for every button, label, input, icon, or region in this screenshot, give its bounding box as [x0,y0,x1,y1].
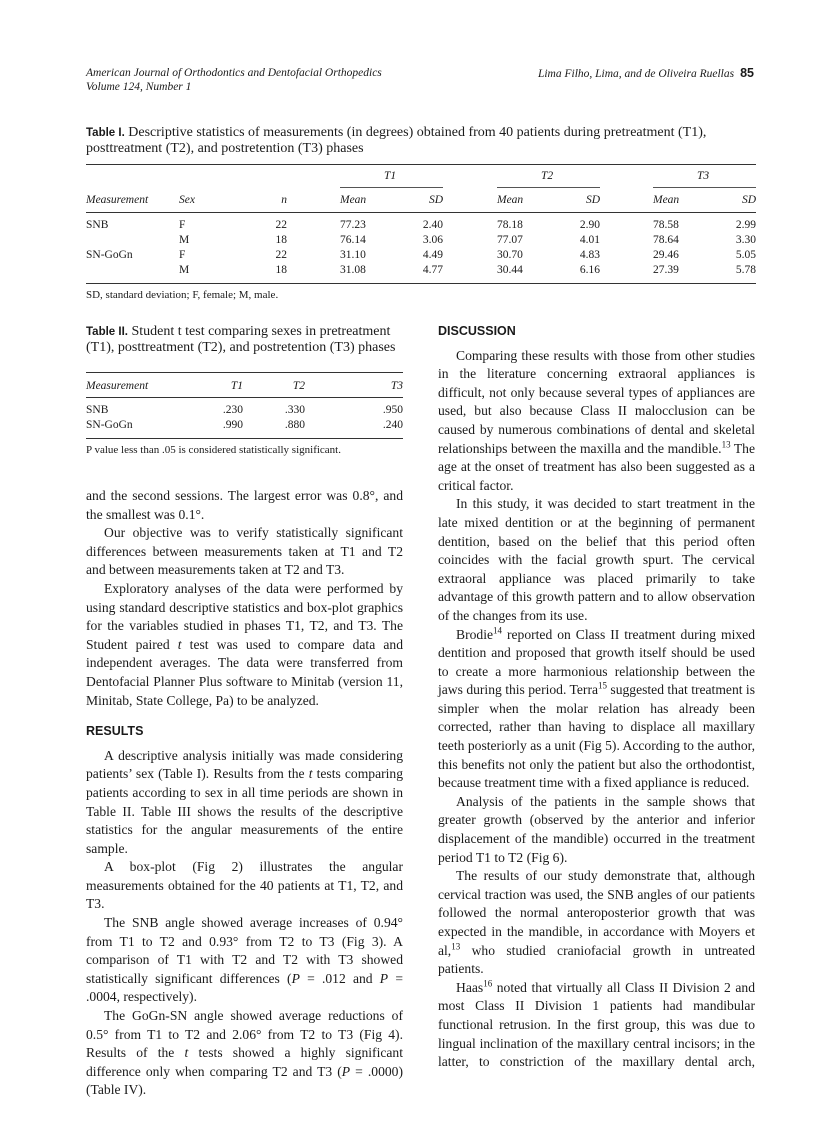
table1-cell-sex: F [179,249,186,261]
table1-cell-t3-sd: 2.99 [735,219,756,231]
table1-group-rule [497,187,600,188]
table1-group-t2: T2 [541,170,554,182]
italic-symbol: P [341,1063,351,1079]
table1-group-t3: T3 [697,170,710,182]
paragraph-text: Brodie [456,626,493,642]
paragraph-text: tests showed a highly significant difference only when comparing T2 and T3 ( [86,1045,403,1079]
table1-cell-n: 18 [275,234,287,246]
table2-col-header-t1: T1 [230,380,243,392]
table1-cell-sex: F [179,219,186,231]
table1-label: Table I. [86,127,125,139]
section-heading-discussion: DISCUSSION [438,324,516,338]
table2-top-rule [86,372,403,373]
paragraph-text: = .0000) (Table IV). [86,1063,403,1098]
running-header-right [538,66,754,81]
table1-header-rule [86,212,756,213]
table1-col-header-t2-mean: Mean [497,194,524,206]
paragraph-text: and the second sessions. The largest error was 0.8°, and the smallest was 0.1°. [86,488,403,522]
citation-superscript: 16 [483,978,493,989]
table1-cell-t1-sd: 2.40 [422,219,443,231]
paragraph-text: The SNB angle showed average increases of 0.94° from T1 to T2 and 0.93° from T2 to T3 (Fig 3). A comparison of T1 with T2 and T2 with T3 showed statistically significant differences ( [86,915,403,986]
table1-cell-t3-mean: 27.39 [653,264,679,276]
paragraph-text: test was used to compare data and independent averages. The data were transferred from Dentofacial Planner Plus software to Minitab (version 11, Minitab, State College, Pa) to be analyzed. [86,636,403,708]
table2-col-header-t3: T3 [390,380,403,392]
table1-cell-t1-mean: 31.10 [340,249,366,261]
paragraph-text: suggested that treatment is simpler when the molar relation has already been corrected, rather than having to displace all maxillary teeth posteriorly as a unit (Fig 5). According to the author, this benefits not only the patient but also the orthodontist, because treatment time with a fixed appliance is reduced. [438,682,755,791]
table1-cell-measurement: SNB [86,219,109,231]
table1-cell-t2-mean: 30.44 [497,264,523,276]
left-column [86,487,403,1100]
paragraph-text: reported on Class II treatment during mixed dentition and proposed that growth itself should be used to create a more harmonious relationship between the jaws during this period. Terra [438,626,755,698]
citation-superscript: 13 [451,941,461,952]
paragraph [438,495,755,625]
citation-superscript: 13 [721,439,731,450]
paragraph-text: The results of our study demonstrate that, although cervical traction was used, the SNB angles of our patients followed the normal anteroposterior growth that was expected in the mandible, in accordance with Moyers et al, [438,868,755,958]
table1-col-header-sex: Sex [179,194,195,206]
paragraph-text: noted that virtually all Class II Division 2 and most Class II Division 1 patients had mandibular functional retrusion. In the first group, this was due to lingual inclination of the maxillary central incisors; in the latter, to constriction of the maxillary dental arch, [438,979,755,1070]
paragraph [86,1007,403,1100]
table1-top-rule [86,164,756,165]
citation-superscript: 14 [493,624,502,635]
table1-group-rule [653,187,756,188]
table1-cell-t1-mean: 31.08 [340,264,366,276]
table1-caption-text: Descriptive statistics of measurements (in degrees) obtained from 40 patients during pretreatment (T1), posttreatment (T2), and postretention (T3) phases [86,125,707,156]
italic-symbol: t [177,636,182,652]
table1-bottom-rule [86,283,756,284]
table2-caption [86,324,403,355]
table2-cell-t3: .240 [382,419,403,431]
paragraph [438,867,755,979]
table1-cell-n: 22 [275,249,287,261]
table1-cell-t2-sd: 4.01 [579,234,600,246]
table1-col-header-t3-mean: Mean [653,194,680,206]
paragraph-text: Comparing these results with those from other studies in the literature concerning extraoral appliances is difficult, not only because several types of appliances are used, but also because Class II malocclusion can be caused by numerous combinations of dental and skeletal relationships between the maxilla and the mandible. [438,347,755,456]
italic-symbol: t [184,1045,189,1061]
table1-cell-t1-mean: 76.14 [340,234,366,246]
paragraph-text: Haas [456,979,484,995]
paragraph-text: = .012 and [299,970,380,986]
table1-cell-t2-sd: 6.16 [579,264,600,276]
right-column [438,322,755,1072]
table1-cell-sex: M [179,234,190,246]
table1-group-t1: T1 [384,170,397,182]
table1-cell-n: 22 [275,219,287,231]
table1-cell-t1-mean: 77.23 [340,219,366,231]
paragraph [438,793,755,867]
table1-cell-n: 18 [275,264,287,276]
table2-bottom-rule [86,438,403,439]
paragraph-text: A descriptive analysis initially was made considering patients’ sex (Table I). Results from the [86,747,403,782]
paragraph-text: Our objective was to verify statistically significant differences between measurements taken at T1 and T2 and between measurements taken at T2 and T3. [86,525,403,578]
table2-cell-t3: .950 [382,404,403,416]
table1-cell-t3-mean: 78.64 [653,234,679,246]
table1-cell-t2-sd: 2.90 [579,219,600,231]
table2-header-rule [86,397,403,398]
table1-cell-t3-sd: 5.78 [735,264,756,276]
paragraph-text: A box-plot (Fig 2) illustrates the angular measurements obtained for the 40 patients at T1, T2, and T3. [86,859,403,912]
paragraph [86,524,403,580]
paragraph-text: tests comparing patients according to sex in all time periods are shown in Table II. Table III shows the results of the descriptive statistics for the angular measurements of the entire sample. [86,766,403,856]
table1-col-header-t2-sd: SD [585,194,600,206]
paragraph-text: Exploratory analyses of the data were performed by using standard descriptive statistics and box-plot graphics for the variables studied in phases T1, T2, and T3. The Student paired [86,580,403,652]
section-heading-results: RESULTS [86,724,144,739]
paragraph-text: In this study, it was decided to start treatment in the late mixed dentition or at the beginning of permanent dentition, based on the belief that this period often coincides with the facial growth spurt. The cervical extraoral appliance was placed primarily to take advantage of this growth pattern and to allow observation of the changes from its use. [438,496,755,623]
paragraph-text: = .0004, respectively). [86,970,403,1005]
table1-cell-t3-mean: 29.46 [653,249,679,261]
table2-cell-t1: .230 [222,404,243,416]
paragraph-text: The GoGn-SN angle showed average reductions of 0.5° from T1 to T2 and 2.06° from T2 to T3 (Fig 4). Results of the [86,1008,403,1061]
page-number: 85 [740,66,754,80]
table1-cell-t2-mean: 30.70 [497,249,523,261]
table1-cell-t3-mean: 78.58 [653,219,679,231]
table1-col-header-n: n [281,194,287,206]
authors: Lima Filho, Lima, and de Oliveira Ruellas [537,68,735,80]
table1-cell-t1-sd: 4.77 [422,264,443,276]
table1-col-header-measurement: Measurement [86,194,149,206]
running-header-left [86,66,382,94]
table2-label: Table II. [86,326,128,338]
table2-cell-t2: .330 [284,404,305,416]
table2-col-header-measurement: Measurement [86,380,149,392]
table1-col-header-t1-sd: SD [428,194,443,206]
paragraph [438,626,755,793]
journal-volume: Volume 124, Number 1 [86,81,192,93]
table2-col-header-t2: T2 [292,380,305,392]
italic-symbol: P [379,970,389,986]
table1-cell-t3-sd: 3.30 [735,234,756,246]
table2-footnote: P value less than .05 is considered statistically significant. [86,444,341,456]
table1-cell-t2-mean: 77.07 [497,234,523,246]
table1-cell-sex: M [179,264,190,276]
italic-symbol: t [308,766,313,782]
paragraph [438,979,755,1072]
table1-col-header-t1-mean: Mean [340,194,367,206]
table1-caption [86,125,756,156]
table1-cell-t3-sd: 5.05 [735,249,756,261]
table2-cell-t2: .880 [284,419,305,431]
citation-superscript: 15 [598,680,607,691]
paragraph-text: Analysis of the patients in the sample shows that greater growth (observed by the anterior and inferior displacement of the mandible) occurred in the treatment period T1 to T2 (Fig 6). [438,793,755,865]
table1-group-rule [340,187,443,188]
table1-cell-t1-sd: 4.49 [422,249,443,261]
paragraph [86,858,403,914]
paragraph [86,914,403,1007]
paragraph-text: who studied craniofacial growth in untreated patients. [438,942,755,977]
table1-col-header-t3-sd: SD [741,194,756,206]
paragraph [86,747,403,859]
table1-cell-t1-sd: 3.06 [422,234,443,246]
paragraph [86,487,403,524]
paragraph [438,347,755,496]
table1-cell-t2-mean: 78.18 [497,219,523,231]
table2-cell-measurement: SN-GoGn [86,419,133,431]
italic-symbol: P [291,970,300,986]
paragraph-text: The age at the onset of treatment has also been suggested as a critical factor. [438,440,755,493]
journal-name: American Journal of Orthodontics and Dentofacial Orthopedics [86,67,382,79]
paragraph [86,580,403,710]
table2-cell-t1: .990 [222,419,243,431]
table1-cell-measurement: SN-GoGn [86,249,133,261]
table2-cell-measurement: SNB [86,404,109,416]
table2-caption-text: Student t test comparing sexes in pretreatment (T1), posttreatment (T2), and postretention (T3) phases [86,324,396,355]
table1-cell-t2-sd: 4.83 [579,249,600,261]
table1-footnote: SD, standard deviation; F, female; M, male. [86,289,279,301]
